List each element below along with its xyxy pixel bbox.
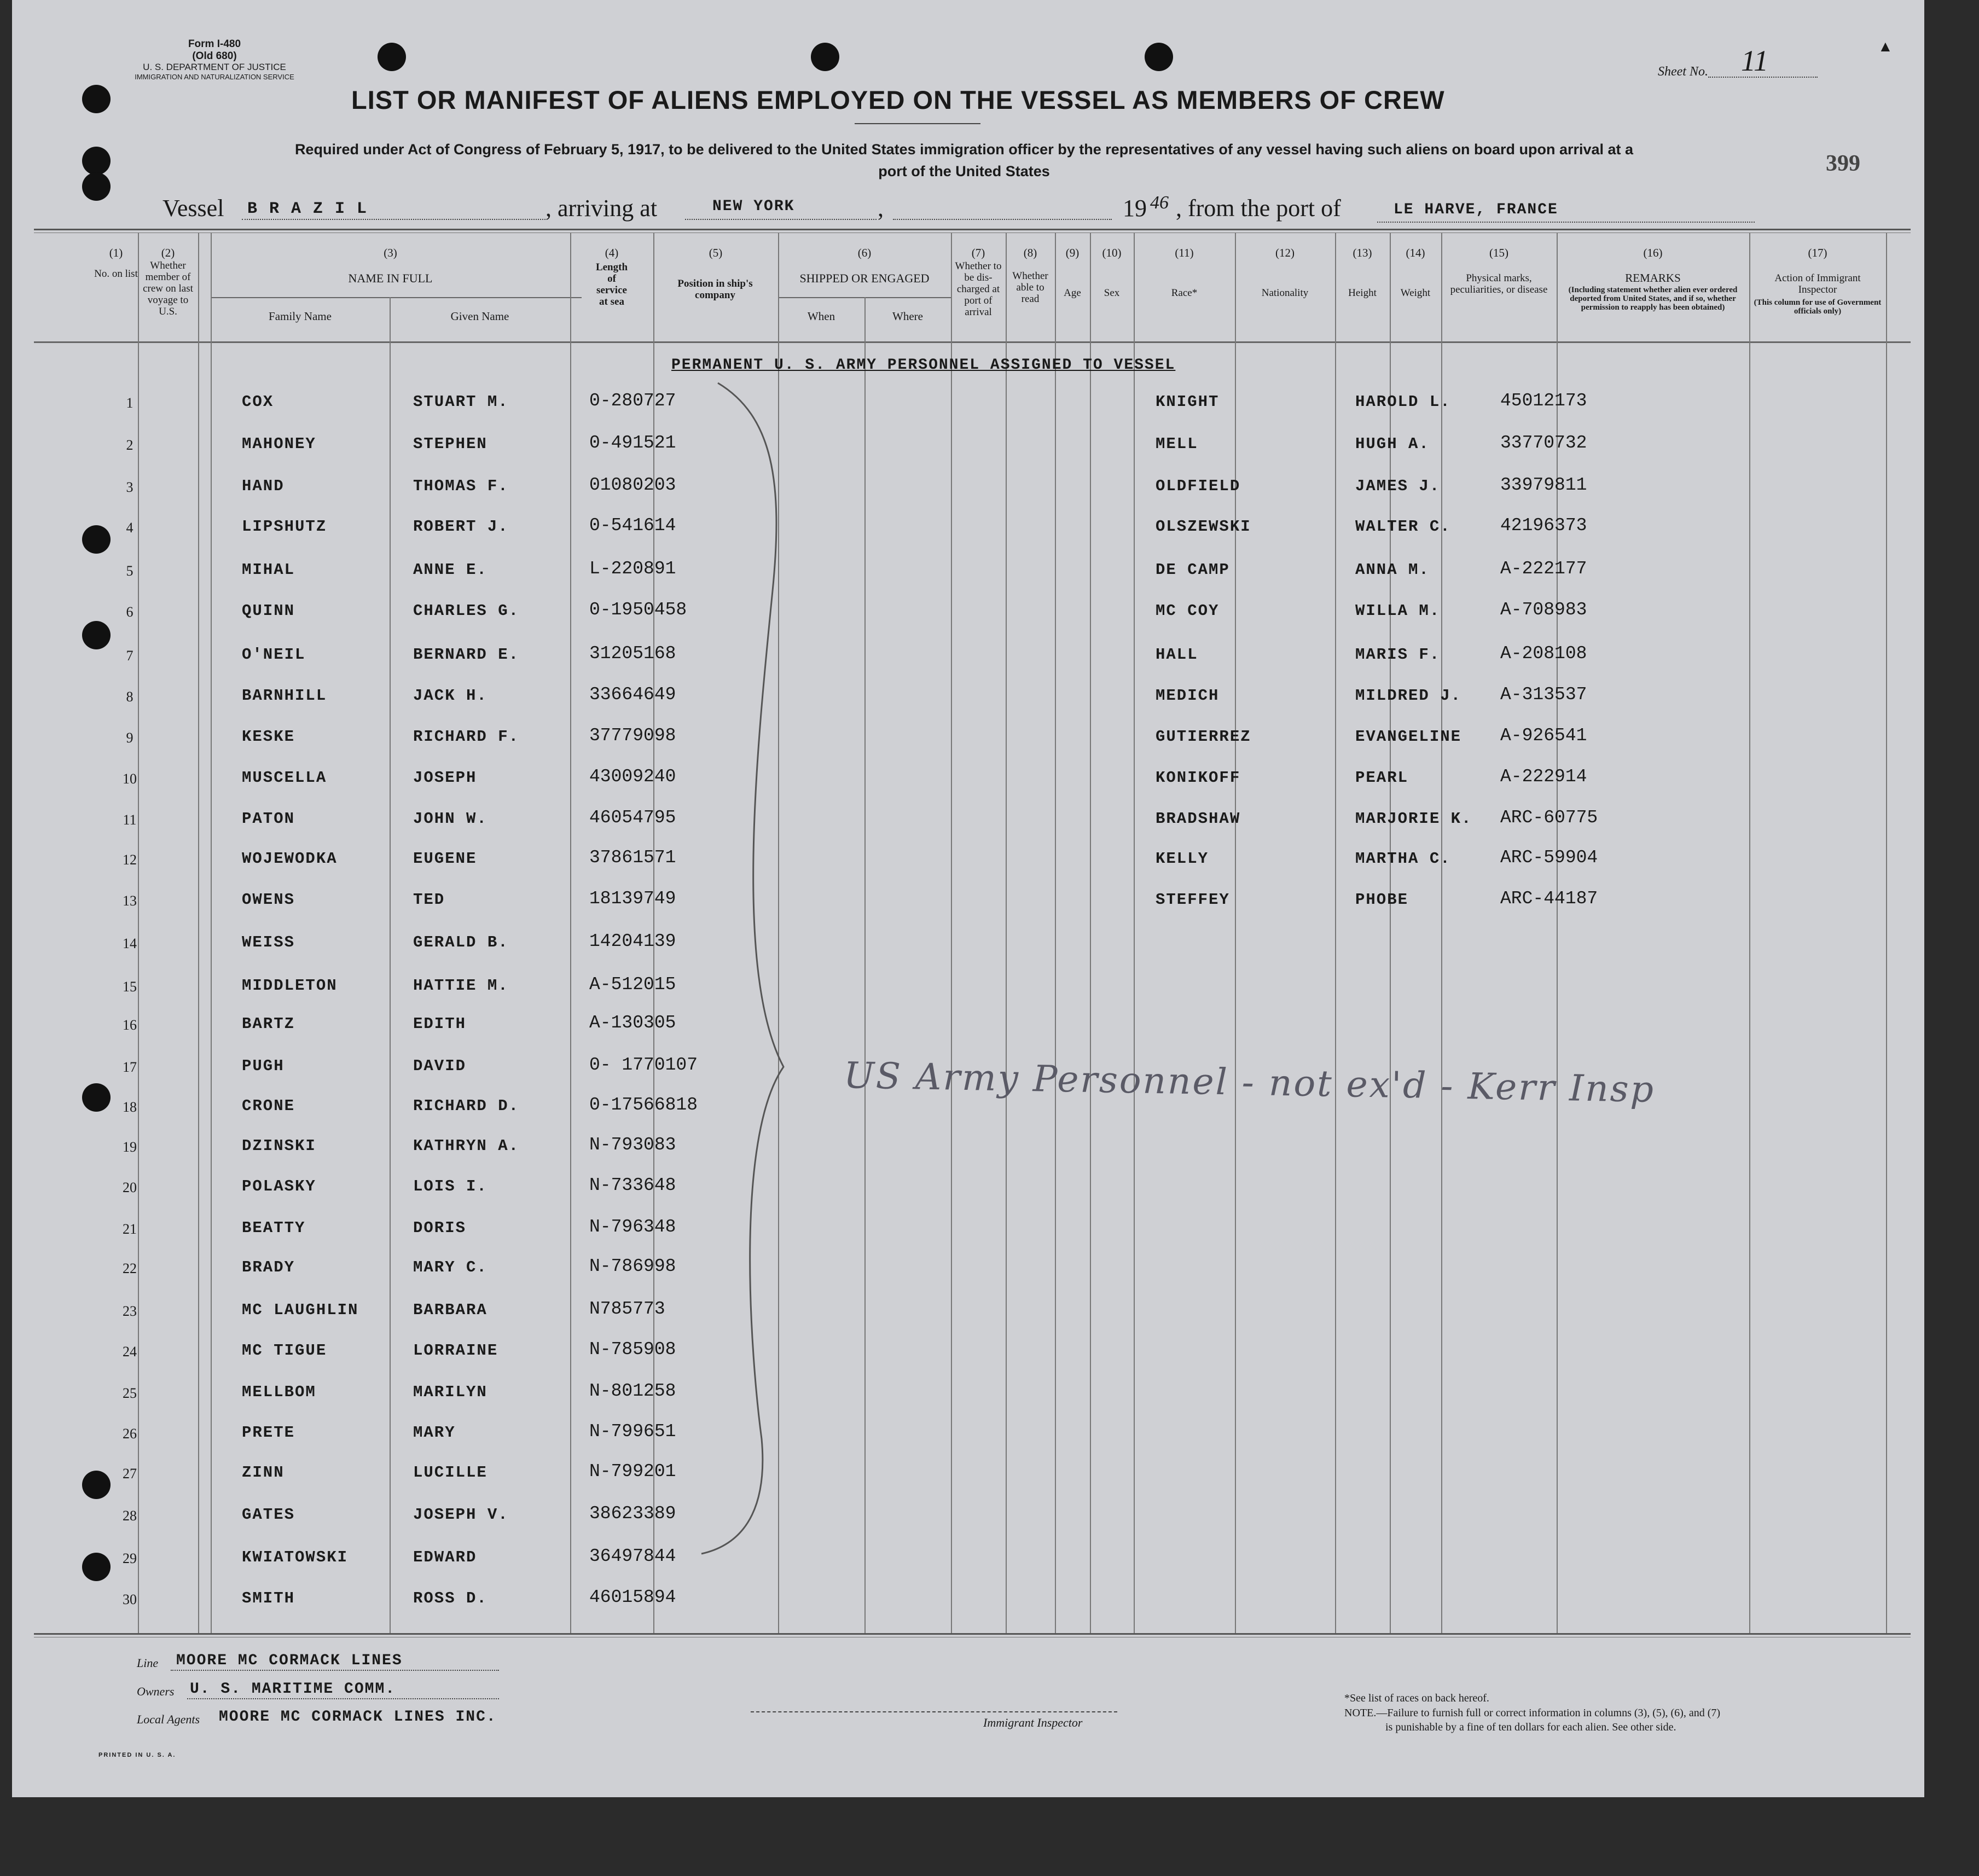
punch-hole xyxy=(1145,43,1173,71)
col7-number: (7) xyxy=(971,246,985,259)
row-number: 30 xyxy=(123,1592,137,1607)
given-name: EDITH xyxy=(413,1015,467,1033)
col6-when-label: When xyxy=(807,310,835,323)
handwritten-annotation xyxy=(696,372,1736,1576)
given-name-2: JAMES J. xyxy=(1355,477,1441,495)
family-name-2: DE CAMP xyxy=(1156,561,1230,579)
family-name-2: GUTIERREZ xyxy=(1156,728,1251,746)
service-serial: 31205168 xyxy=(589,643,676,664)
col-divider xyxy=(390,297,391,1633)
service-serial-2: A-708983 xyxy=(1500,600,1587,620)
punch-hole xyxy=(82,525,111,554)
col-divider xyxy=(198,233,199,1633)
col9-label: Age xyxy=(1064,287,1081,299)
family-name: BRADY xyxy=(242,1258,295,1276)
punch-hole xyxy=(82,172,111,201)
given-name: LOIS I. xyxy=(413,1177,488,1195)
given-name-2: WILLA M. xyxy=(1355,602,1441,620)
sheet-label: Sheet No. xyxy=(1658,65,1708,79)
col7-label: Whether to be dis-charged at port of arrival xyxy=(955,260,1002,318)
col6-label: SHIPPED OR ENGAGED xyxy=(799,271,930,285)
family-name: MC LAUGHLIN xyxy=(242,1301,359,1319)
punch-hole xyxy=(82,85,111,113)
given-name-2: MARTHA C. xyxy=(1355,850,1451,868)
footer-owners: U. S. MARITIME COMM. xyxy=(190,1681,396,1698)
col13-label: Height xyxy=(1348,287,1377,299)
service-serial: 18139749 xyxy=(589,888,676,909)
given-name: EUGENE xyxy=(413,850,477,868)
page-number: 399 xyxy=(1826,151,1860,176)
col5-label: Position in ship's company xyxy=(677,278,753,301)
footer-line-label: Line xyxy=(137,1656,159,1670)
col6-number: (6) xyxy=(857,246,872,259)
footer-line-dotline xyxy=(171,1670,499,1671)
row-number: 14 xyxy=(123,936,137,951)
penalty-note-line2: is punishable by a fine of ten dollars for each alien. See other side. xyxy=(1385,1721,1676,1733)
given-name: MARILYN xyxy=(413,1383,488,1401)
given-name-2: WALTER C. xyxy=(1355,518,1451,536)
service-serial-2: ARC-60775 xyxy=(1500,808,1598,828)
family-name: WOJEWODKA xyxy=(242,850,338,868)
family-name-2: HALL xyxy=(1156,646,1198,664)
row-number: 6 xyxy=(126,604,134,620)
col2-number: (2) xyxy=(161,246,175,259)
service-serial: N-785908 xyxy=(589,1339,676,1360)
service-serial: N-796348 xyxy=(589,1217,676,1237)
header-bottom-rule xyxy=(34,341,1911,343)
family-name-2: KNIGHT xyxy=(1156,393,1220,411)
col17-label: Action of Immigrant Inspector xyxy=(1774,272,1861,295)
given-name-2: ANNA M. xyxy=(1355,561,1430,579)
service-serial: 37779098 xyxy=(589,725,676,746)
family-name: HAND xyxy=(242,477,285,495)
family-name: PUGH xyxy=(242,1057,285,1075)
service-serial: N-793083 xyxy=(589,1135,676,1155)
col5-number: (5) xyxy=(709,246,723,259)
service-serial: N-733648 xyxy=(589,1175,676,1195)
port-dotline xyxy=(1377,222,1755,223)
family-name: KWIATOWSKI xyxy=(242,1548,349,1566)
service-serial: 0- 1770107 xyxy=(589,1055,698,1075)
row-number: 25 xyxy=(123,1385,137,1401)
given-name: EDWARD xyxy=(413,1548,477,1566)
service-serial-2: A-222914 xyxy=(1500,766,1587,787)
row-number: 17 xyxy=(123,1059,137,1075)
family-name: KESKE xyxy=(242,728,295,746)
given-name: HATTIE M. xyxy=(413,977,509,995)
family-name: MIDDLETON xyxy=(242,977,338,995)
col10-label: Sex xyxy=(1104,287,1120,299)
given-name: DAVID xyxy=(413,1057,467,1075)
given-name: TED xyxy=(413,891,445,909)
col12-label: Nationality xyxy=(1261,287,1309,299)
service-serial: 46015894 xyxy=(589,1587,676,1607)
row-number: 12 xyxy=(123,852,137,868)
col14-number: (14) xyxy=(1406,246,1425,259)
given-name-2: EVANGELINE xyxy=(1355,728,1462,746)
subtitle-line2: port of the United States xyxy=(878,163,1050,179)
given-name: JOHN W. xyxy=(413,810,488,828)
service-serial-2: ARC-44187 xyxy=(1500,888,1598,909)
col6-where-label: Where xyxy=(892,310,923,323)
row-number: 13 xyxy=(123,893,137,909)
footer-agents: MOORE MC CORMACK LINES INC. xyxy=(219,1709,497,1726)
family-name: MELLBOM xyxy=(242,1383,316,1401)
given-name: GERALD B. xyxy=(413,933,509,951)
service-serial: N-801258 xyxy=(589,1381,676,1401)
name-subheader-rule xyxy=(211,297,582,298)
footer-agents-label: Local Agents xyxy=(137,1712,200,1726)
row-number: 23 xyxy=(123,1303,137,1319)
col3-label: NAME IN FULL xyxy=(348,271,433,285)
service-serial: A-512015 xyxy=(589,974,676,995)
given-name-2: PEARL xyxy=(1355,769,1409,787)
family-name-2: KELLY xyxy=(1156,850,1209,868)
col2-label: Whether member of crew on last voyage to U.S. xyxy=(143,260,193,317)
inspector-signature-line xyxy=(751,1711,1117,1712)
family-name-2: OLSZEWSKI xyxy=(1156,518,1251,536)
given-name: ROSS D. xyxy=(413,1589,488,1607)
given-name: RICHARD F. xyxy=(413,728,520,746)
service-serial-2: 42196373 xyxy=(1500,515,1587,536)
punch-hole xyxy=(82,1471,111,1499)
col8-number: (8) xyxy=(1023,246,1037,259)
from-label: , from the port of xyxy=(1176,195,1341,222)
service-serial-2: 33770732 xyxy=(1500,433,1587,453)
given-name-2: MILDRED J. xyxy=(1355,687,1462,705)
given-name: RICHARD D. xyxy=(413,1097,520,1115)
footer-owners-dotline xyxy=(187,1698,499,1699)
family-name: PATON xyxy=(242,810,295,828)
given-name: BERNARD E. xyxy=(413,646,520,664)
service-serial: 0-1950458 xyxy=(589,600,687,620)
races-note: *See list of races on back hereof. xyxy=(1344,1692,1489,1704)
service-serial: N785773 xyxy=(589,1299,665,1319)
year-suffix: 46 xyxy=(1150,193,1169,213)
row-number: 10 xyxy=(123,771,137,787)
inspector-label: Immigrant Inspector xyxy=(983,1716,1083,1729)
form-number: Form I-480 xyxy=(188,38,241,50)
col-divider xyxy=(211,233,212,1633)
service-serial-2: A-222177 xyxy=(1500,559,1587,579)
service-serial: N-786998 xyxy=(589,1256,676,1276)
col14-label: Weight xyxy=(1400,287,1431,299)
given-name-2: PHOBE xyxy=(1355,891,1409,909)
row-number: 28 xyxy=(123,1508,137,1524)
row-number: 5 xyxy=(126,563,134,579)
row-number: 22 xyxy=(123,1261,137,1276)
service-serial: 01080203 xyxy=(589,475,676,495)
date-dotline xyxy=(893,219,1112,220)
service-serial: 43009240 xyxy=(589,766,676,787)
service-serial: N-799651 xyxy=(589,1421,676,1442)
table-bottom-rule xyxy=(34,1633,1911,1635)
given-name-2: HAROLD L. xyxy=(1355,393,1451,411)
arriving-dotline xyxy=(685,219,877,220)
punch-hole xyxy=(82,621,111,649)
departure-port: LE HARVE, FRANCE xyxy=(1394,201,1558,218)
family-name: MIHAL xyxy=(242,561,295,579)
given-name: JOSEPH xyxy=(413,769,477,787)
col17-number: (17) xyxy=(1808,246,1827,259)
manifest-sheet xyxy=(12,0,1924,1797)
given-name: KATHRYN A. xyxy=(413,1137,520,1155)
row-number: 19 xyxy=(123,1139,137,1155)
section-heading: PERMANENT U. S. ARMY PERSONNEL ASSIGNED TO VESSEL xyxy=(671,357,1176,374)
corner-mark-icon: ▲ xyxy=(1878,38,1893,55)
service-serial: 37861571 xyxy=(589,847,676,868)
given-name: LORRAINE xyxy=(413,1341,498,1360)
punch-hole xyxy=(82,1083,111,1112)
row-number: 7 xyxy=(126,648,134,664)
col1-label: No. on list xyxy=(94,268,138,280)
arriving-comma: , xyxy=(878,195,884,222)
family-name: PRETE xyxy=(242,1424,295,1442)
family-name-2: MELL xyxy=(1156,435,1198,453)
footer-line: MOORE MC CORMACK LINES xyxy=(176,1652,403,1669)
family-name: BARTZ xyxy=(242,1015,295,1033)
family-name: DZINSKI xyxy=(242,1137,316,1155)
service-serial: N-799201 xyxy=(589,1461,676,1482)
given-name: ANNE E. xyxy=(413,561,488,579)
penalty-note-line1: NOTE.—Failure to furnish full or correct information in columns (3), (5), (6), and (7) xyxy=(1344,1707,1721,1719)
col9-number: (9) xyxy=(1065,246,1080,259)
col16-label: REMARKS xyxy=(1625,271,1681,284)
given-name: STUART M. xyxy=(413,393,509,411)
vessel-dotline xyxy=(242,219,545,220)
table-top-rule xyxy=(34,229,1911,230)
service-serial: 0-280727 xyxy=(589,391,676,411)
row-number: 16 xyxy=(123,1017,137,1033)
col17-note: (This column for use of Government officials only) xyxy=(1754,298,1882,316)
given-name: BARBARA xyxy=(413,1301,488,1319)
family-name: WEISS xyxy=(242,933,295,951)
col8-label: Whether able to read xyxy=(1012,270,1048,305)
service-serial-2: ARC-59904 xyxy=(1500,847,1598,868)
given-name-2: MARJORIE K. xyxy=(1355,810,1472,828)
service-serial: L-220891 xyxy=(589,559,676,579)
col4-number: (4) xyxy=(605,246,619,259)
given-name: THOMAS F. xyxy=(413,477,509,495)
family-name: CRONE xyxy=(242,1097,295,1115)
vessel-label: Vessel xyxy=(163,195,224,222)
row-number: 1 xyxy=(126,395,134,411)
footer-owners-label: Owners xyxy=(137,1685,175,1698)
punch-hole xyxy=(811,43,839,71)
family-name: SMITH xyxy=(242,1589,295,1607)
family-name: MC TIGUE xyxy=(242,1341,327,1360)
col11-label: Race* xyxy=(1171,287,1198,299)
col-divider xyxy=(1749,233,1750,1633)
family-name: GATES xyxy=(242,1506,295,1524)
row-number: 2 xyxy=(126,437,134,453)
col3-number: (3) xyxy=(384,246,397,259)
family-name: LIPSHUTZ xyxy=(242,518,327,536)
page-title: LIST OR MANIFEST OF ALIENS EMPLOYED ON THE VESSEL AS MEMBERS OF CREW xyxy=(351,85,1445,114)
family-name-2: MEDICH xyxy=(1156,687,1220,705)
col15-label: Physical marks, peculiarities, or disease xyxy=(1450,272,1548,295)
col-divider xyxy=(570,233,571,1633)
col3-family-label: Family Name xyxy=(269,310,332,323)
col16-number: (16) xyxy=(1643,246,1663,259)
family-name-2: MC COY xyxy=(1156,602,1220,620)
row-number: 8 xyxy=(126,689,134,705)
family-name: MAHONEY xyxy=(242,435,316,453)
given-name: MARY xyxy=(413,1424,456,1442)
family-name-2: KONIKOFF xyxy=(1156,769,1241,787)
family-name-2: STEFFEY xyxy=(1156,891,1230,909)
arriving-label: , arriving at xyxy=(545,195,658,222)
service-name: IMMIGRATION AND NATURALIZATION SERVICE xyxy=(135,73,294,81)
col3-given-label: Given Name xyxy=(450,310,509,323)
service-serial: 0-17566818 xyxy=(589,1095,698,1115)
family-name: POLASKY xyxy=(242,1177,316,1195)
col1-number: (1) xyxy=(109,246,123,259)
family-name-2: OLDFIELD xyxy=(1156,477,1241,495)
service-serial-2: 45012173 xyxy=(1500,391,1587,411)
punch-hole xyxy=(82,1553,111,1581)
service-serial: 38623389 xyxy=(589,1503,676,1524)
punch-hole xyxy=(378,43,406,71)
family-name: MUSCELLA xyxy=(242,769,327,787)
col15-number: (15) xyxy=(1489,246,1508,259)
given-name: CHARLES G. xyxy=(413,602,520,620)
col4-label: Length of service at sea xyxy=(595,262,628,307)
service-serial-2: A-313537 xyxy=(1500,684,1587,705)
service-serial-2: 33979811 xyxy=(1500,475,1587,495)
given-name: ROBERT J. xyxy=(413,518,509,536)
row-number: 4 xyxy=(126,520,134,536)
given-name: LUCILLE xyxy=(413,1463,488,1482)
col12-number: (12) xyxy=(1275,246,1295,259)
given-name: JOSEPH V. xyxy=(413,1506,509,1524)
department-name: U. S. DEPARTMENT OF JUSTICE xyxy=(143,62,286,72)
col16-note: (Including statement whether alien ever ordered deported from United States, and if so, whether permission to reapply has been obtained) xyxy=(1568,286,1738,312)
col13-number: (13) xyxy=(1353,246,1372,259)
service-serial: 46054795 xyxy=(589,808,676,828)
row-number: 27 xyxy=(123,1466,137,1482)
service-serial: 0-491521 xyxy=(589,433,676,453)
row-number: 24 xyxy=(123,1344,137,1360)
family-name: ZINN xyxy=(242,1463,285,1482)
family-name: OWENS xyxy=(242,891,295,909)
service-serial: 33664649 xyxy=(589,684,676,705)
service-serial-2: A-208108 xyxy=(1500,643,1587,664)
family-name: COX xyxy=(242,393,274,411)
year-prefix: 19 xyxy=(1123,195,1147,222)
row-number: 3 xyxy=(126,479,134,495)
given-name-2: MARIS F. xyxy=(1355,646,1441,664)
service-serial: 14204139 xyxy=(589,931,676,951)
col11-number: (11) xyxy=(1175,246,1194,259)
family-name: BEATTY xyxy=(242,1219,306,1237)
family-name: O'NEIL xyxy=(242,646,306,664)
sheet-number: 11 xyxy=(1741,44,1768,77)
printed-in-usa: PRINTED IN U. S. A. xyxy=(98,1752,176,1758)
row-number: 9 xyxy=(126,730,134,746)
punch-hole xyxy=(82,147,111,175)
row-number: 18 xyxy=(123,1099,137,1115)
title-rule xyxy=(855,123,980,124)
row-number: 15 xyxy=(123,979,137,995)
row-number: 20 xyxy=(123,1180,137,1195)
vessel-name: B R A Z I L xyxy=(247,200,368,218)
family-name: BARNHILL xyxy=(242,687,327,705)
row-number: 21 xyxy=(123,1221,137,1237)
given-name: DORIS xyxy=(413,1219,467,1237)
subtitle-line1: Required under Act of Congress of February 5, 1917, to be delivered to the United States immigration officer by the representatives of any vessel having such aliens on board upon arrival at a xyxy=(294,141,1634,158)
service-serial: 0-541614 xyxy=(589,515,676,536)
handwritten-note: US Army Personnel - not ex'd - Kerr Insp xyxy=(843,1054,1656,1111)
col10-number: (10) xyxy=(1102,246,1122,259)
col-divider xyxy=(1886,233,1887,1633)
given-name: STEPHEN xyxy=(413,435,488,453)
arriving-port: NEW YORK xyxy=(712,198,795,215)
service-serial: A-130305 xyxy=(589,1013,676,1033)
given-name: MARY C. xyxy=(413,1258,488,1276)
row-number: 11 xyxy=(123,812,137,828)
row-number: 29 xyxy=(123,1550,137,1566)
family-name: QUINN xyxy=(242,602,295,620)
family-name-2: BRADSHAW xyxy=(1156,810,1241,828)
given-name: JACK H. xyxy=(413,687,488,705)
service-serial-2: A-926541 xyxy=(1500,725,1587,746)
row-number: 26 xyxy=(123,1426,137,1442)
given-name-2: HUGH A. xyxy=(1355,435,1430,453)
form-old-number: (Old 680) xyxy=(192,50,237,62)
service-serial: 36497844 xyxy=(589,1546,676,1566)
